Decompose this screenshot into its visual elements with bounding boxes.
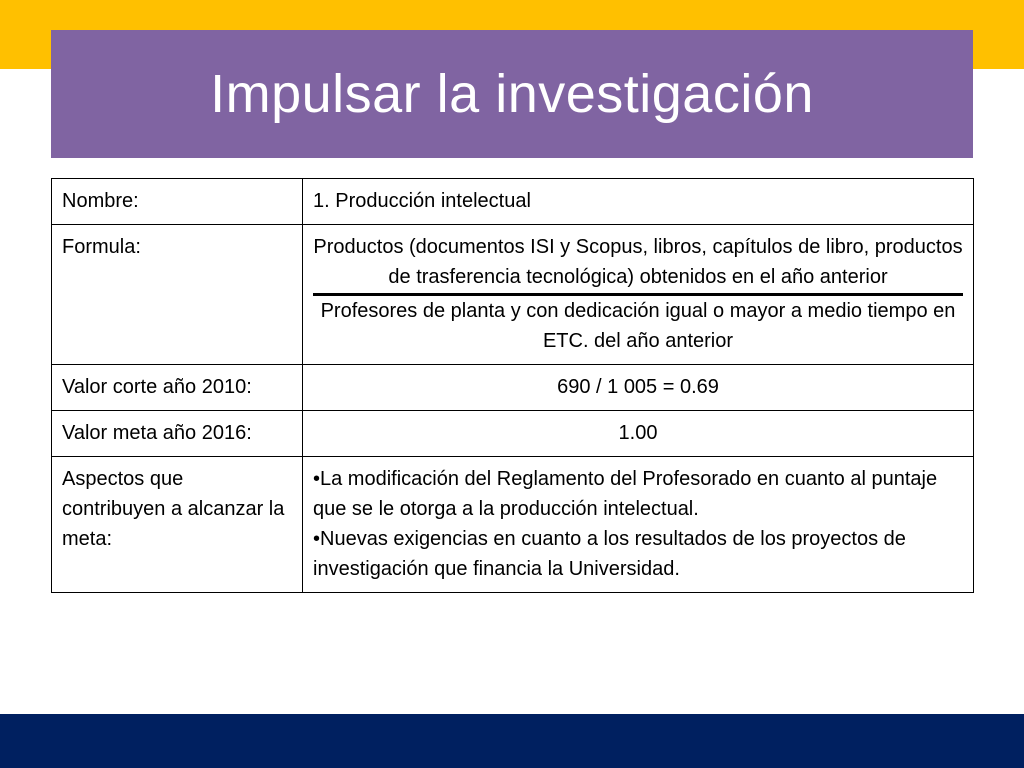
bottom-accent-band <box>0 714 1024 768</box>
formula-cell <box>303 225 974 365</box>
row-label: Nombre: <box>52 179 303 225</box>
title-banner <box>51 30 973 158</box>
table-row-valor-corte <box>52 365 974 411</box>
bullet-item: •Nuevas exigencias en cuanto a los resultados de los proyectos de investigación que financia la Universidad. <box>313 528 906 580</box>
table-row-aspectos <box>52 457 974 593</box>
formula-denominator: Profesores de planta y con dedicación igual o mayor a medio tiempo en ETC. del año anterior <box>320 300 956 352</box>
bullet-item: •La modificación del Reglamento del Profesorado en cuanto al puntaje que se le otorga a la producción intelectual. <box>313 468 938 520</box>
row-value: 690 / 1 005 = 0.69 <box>303 365 974 411</box>
row-label: Formula: <box>52 225 303 365</box>
formula-numerator: Productos (documentos ISI y Scopus, libros, capítulos de libro, productos de trasferencia tecnológica) obtenidos en el año anterior <box>313 236 963 288</box>
row-label: Valor corte año 2010: <box>52 365 303 411</box>
indicator-table <box>51 178 974 593</box>
row-value: 1. Producción intelectual <box>303 179 974 225</box>
row-label: Aspectos que contribuyen a alcanzar la meta: <box>52 457 303 593</box>
row-label: Valor meta año 2016: <box>52 411 303 457</box>
bullets-cell <box>303 457 974 593</box>
slide-title: Impulsar la investigación <box>210 64 814 124</box>
table-row-valor-meta <box>52 411 974 457</box>
table-row-nombre <box>52 179 974 225</box>
table-row-formula <box>52 225 974 365</box>
row-value: 1.00 <box>303 411 974 457</box>
